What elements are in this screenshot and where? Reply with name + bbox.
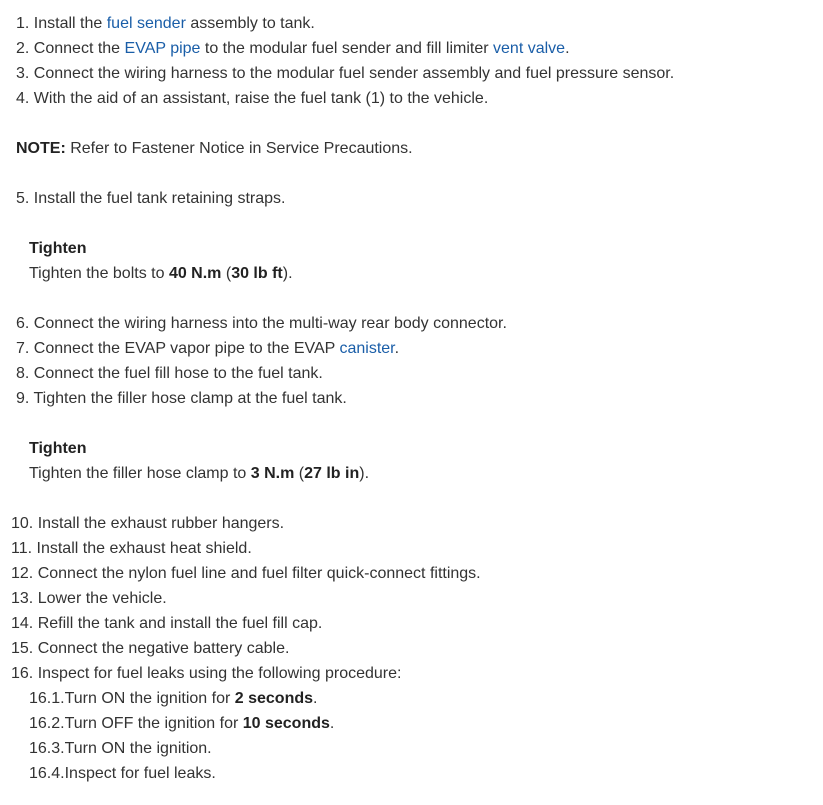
torque-metric: 3 N.m xyxy=(250,465,295,482)
step-text: Install the fuel tank retaining straps. xyxy=(33,190,286,207)
step-text: Connect the wiring harness to the modular fuel sender assembly and fuel pressure sensor. xyxy=(33,65,675,82)
step-text: Connect the nylon fuel line and fuel filter quick-connect fittings. xyxy=(37,565,481,582)
step-8 xyxy=(16,361,323,386)
step-11 xyxy=(11,536,252,561)
step-text: Inspect for fuel leaks using the following procedure: xyxy=(37,665,402,682)
step-1 xyxy=(16,11,315,36)
step-4 xyxy=(16,86,488,111)
fuel-sender-link[interactable]: fuel sender xyxy=(106,15,186,32)
substep-16-2 xyxy=(29,711,334,736)
substep-number: 16.4. xyxy=(29,765,65,782)
step-text: Lower the vehicle. xyxy=(37,590,167,607)
tighten-text: Tighten the bolts to xyxy=(29,265,169,282)
torque-imperial: 27 lb in xyxy=(304,465,360,482)
substep-16-1 xyxy=(29,686,317,711)
tighten-text: ( xyxy=(294,465,305,482)
step-text: Connect the fuel fill hose to the fuel tank. xyxy=(33,365,323,382)
substep-text: Turn ON the ignition. xyxy=(64,740,212,757)
step-text: Refill the tank and install the fuel fill cap. xyxy=(37,615,323,632)
tighten-heading-text: Tighten xyxy=(29,240,87,257)
step-number: 9. xyxy=(16,390,30,407)
step-number: 6. xyxy=(16,315,30,332)
substep-text: . xyxy=(329,715,335,732)
step-text: Connect the xyxy=(33,40,125,57)
tighten-heading xyxy=(29,236,86,261)
tighten-text: ( xyxy=(221,265,232,282)
evap-pipe-link[interactable]: EVAP pipe xyxy=(124,40,201,57)
step-text: assembly to tank. xyxy=(185,15,315,32)
step-2 xyxy=(16,36,570,61)
step-text: Connect the EVAP vapor pipe to the EVAP xyxy=(33,340,340,357)
step-number: 8. xyxy=(16,365,30,382)
step-number: 2. xyxy=(16,40,30,57)
step-number: 11. xyxy=(11,540,33,557)
step-text: Connect the wiring harness into the multi-way rear body connector. xyxy=(33,315,507,332)
step-10 xyxy=(11,511,284,536)
note-text: Refer to Fastener Notice in Service Precautions. xyxy=(65,140,413,157)
step-number: 14. xyxy=(11,615,34,632)
tighten-spec xyxy=(29,261,293,286)
step-text: . xyxy=(565,40,570,57)
torque-imperial: 30 lb ft xyxy=(231,265,283,282)
step-16 xyxy=(11,661,401,686)
tighten-text: Tighten the filler hose clamp to xyxy=(29,465,251,482)
step-text: Tighten the filler hose clamp at the fuel tank. xyxy=(33,390,347,407)
step-15 xyxy=(11,636,289,661)
step-14 xyxy=(11,611,322,636)
step-text: Install the exhaust heat shield. xyxy=(36,540,252,557)
tighten-heading xyxy=(29,436,86,461)
step-number: 5. xyxy=(16,190,30,207)
substep-16-4 xyxy=(29,761,216,786)
step-number: 16. xyxy=(11,665,34,682)
step-number: 12. xyxy=(11,565,34,582)
vent-valve-link[interactable]: vent valve xyxy=(493,40,566,57)
substep-number: 16.1. xyxy=(29,690,65,707)
canister-link[interactable]: canister xyxy=(339,340,395,357)
step-number: 7. xyxy=(16,340,30,357)
step-text: to the modular fuel sender and fill limiter xyxy=(200,40,494,57)
step-text: Install the xyxy=(33,15,107,32)
step-text: Connect the negative battery cable. xyxy=(37,640,290,657)
step-12 xyxy=(11,561,481,586)
note xyxy=(16,136,413,161)
substep-16-3 xyxy=(29,736,212,761)
substep-text: . xyxy=(313,690,318,707)
substep-text: Turn ON the ignition for xyxy=(64,690,235,707)
substep-number: 16.2. xyxy=(29,715,65,732)
step-text: . xyxy=(394,340,400,357)
duration-value: 2 seconds xyxy=(234,690,314,707)
step-number: 4. xyxy=(16,90,30,107)
step-number: 3. xyxy=(16,65,30,82)
step-3 xyxy=(16,61,674,86)
substep-text: Inspect for fuel leaks. xyxy=(64,765,216,782)
note-label: NOTE: xyxy=(16,140,66,157)
step-7 xyxy=(16,336,399,361)
step-number: 15. xyxy=(11,640,34,657)
step-9 xyxy=(16,386,347,411)
substep-number: 16.3. xyxy=(29,740,65,757)
step-13 xyxy=(11,586,167,611)
substep-text: Turn OFF the ignition for xyxy=(64,715,243,732)
step-number: 10. xyxy=(11,515,34,532)
tighten-heading-text: Tighten xyxy=(29,440,87,457)
torque-metric: 40 N.m xyxy=(168,265,222,282)
tighten-text: ). xyxy=(282,265,293,282)
step-6 xyxy=(16,311,507,336)
step-5 xyxy=(16,186,286,211)
step-number: 13. xyxy=(11,590,34,607)
duration-value: 10 seconds xyxy=(242,715,330,732)
tighten-spec xyxy=(29,461,369,486)
step-text: With the aid of an assistant, raise the fuel tank (1) to the vehicle. xyxy=(33,90,489,107)
tighten-text: ). xyxy=(359,465,370,482)
step-number: 1. xyxy=(16,15,30,32)
step-text: Install the exhaust rubber hangers. xyxy=(37,515,285,532)
